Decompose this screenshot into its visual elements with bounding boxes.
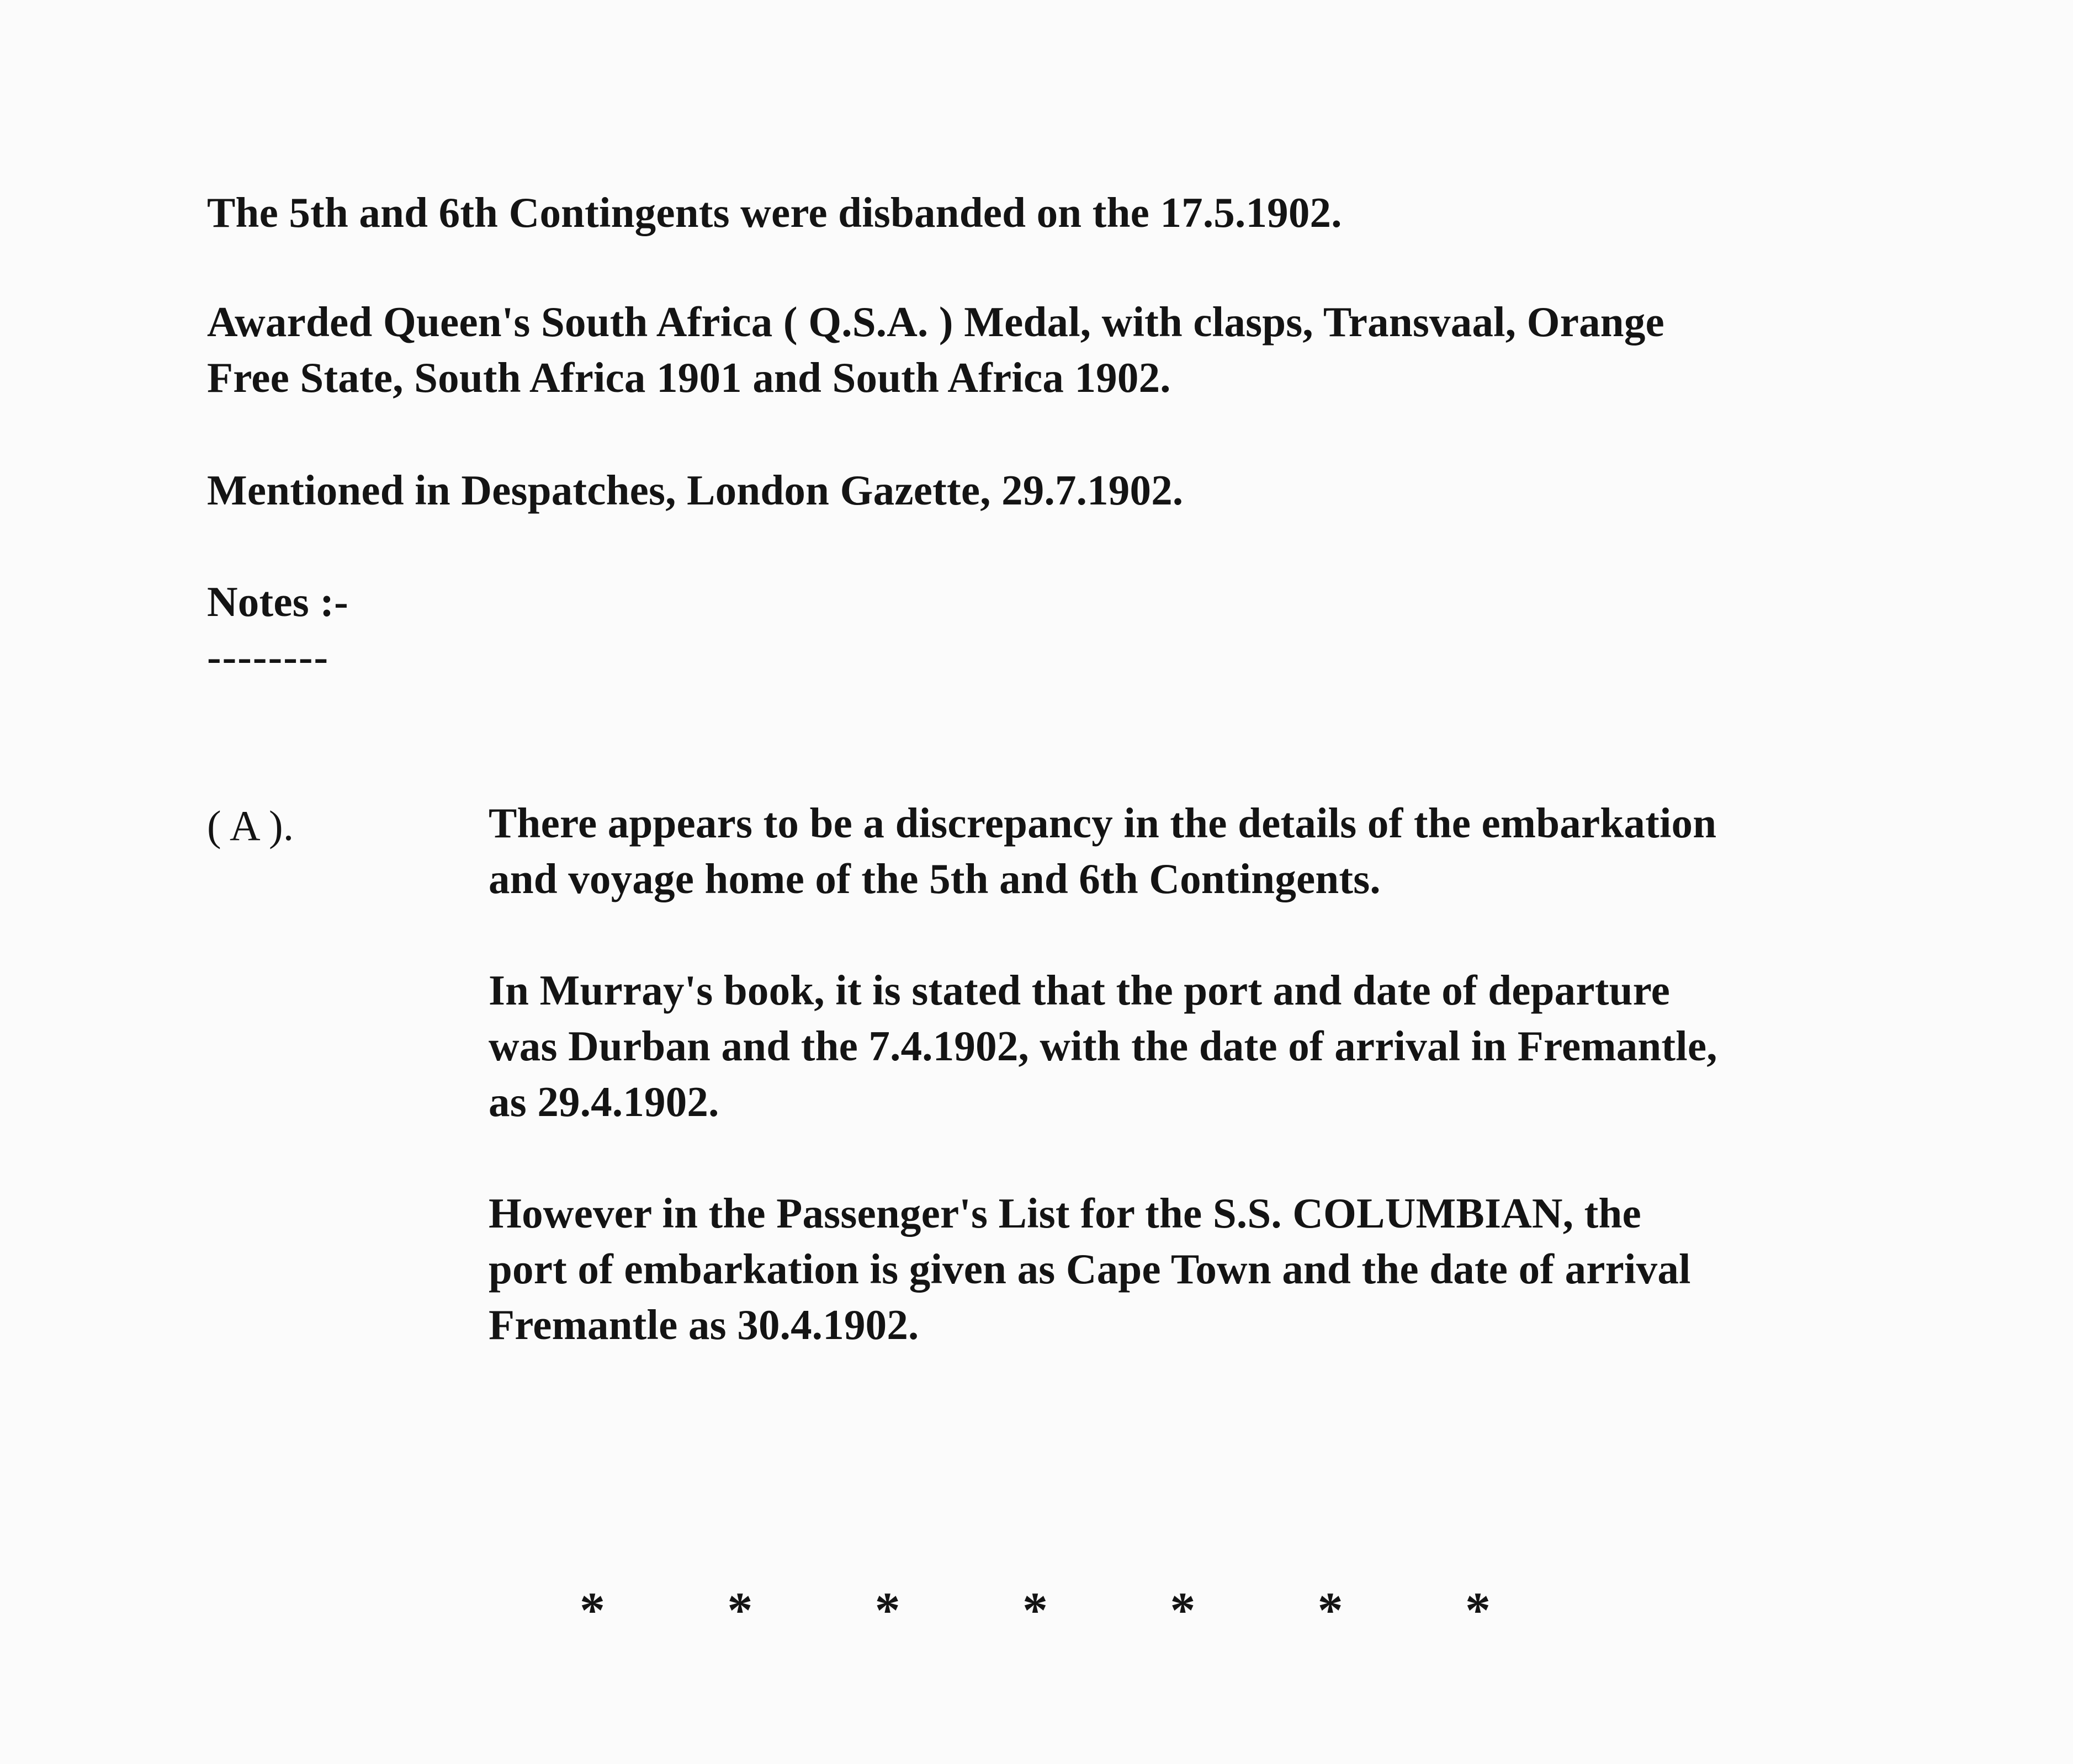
- note-a-p1-line-2: and voyage home of the 5th and 6th Contingents.: [489, 855, 1381, 902]
- asterisk-7: *: [1465, 1582, 1491, 1638]
- asterisk-4: *: [1022, 1582, 1048, 1638]
- asterisk-1: *: [580, 1582, 605, 1638]
- note-a-p1-line-1: There appears to be a discrepancy in the details of the embarkation: [489, 799, 1717, 847]
- notes-rule: --------: [207, 633, 330, 681]
- note-a-paragraph-1: [489, 795, 1716, 907]
- award-paragraph: [207, 294, 1664, 406]
- note-a-p2-line-3: as 29.4.1902.: [489, 1078, 719, 1125]
- note-a-p3-line-2: port of embarkation is given as Cape Town and the date of arrival: [489, 1245, 1691, 1293]
- notes-heading: Notes :-: [207, 578, 349, 625]
- note-a-p3-line-1: However in the Passenger's List for the S.S. COLUMBIAN, the: [489, 1189, 1641, 1237]
- asterisk-2: *: [727, 1582, 753, 1638]
- note-a-p3-line-3: Fremantle as 30.4.1902.: [489, 1301, 919, 1348]
- asterisk-3: *: [874, 1582, 900, 1638]
- note-a-paragraph-2: [489, 963, 1717, 1130]
- asterisk-6: *: [1317, 1582, 1343, 1638]
- asterisk-5: *: [1170, 1582, 1196, 1638]
- award-line-2: Free State, South Africa 1901 and South Africa 1902.: [207, 354, 1171, 401]
- asterisk-separator: [580, 1580, 1491, 1640]
- award-line-1: Awarded Queen's South Africa ( Q.S.A. ) Medal, with clasps, Transvaal, Orange: [207, 298, 1664, 346]
- disbandment-line: The 5th and 6th Contingents were disbanded on the 17.5.1902.: [207, 189, 1342, 236]
- note-a-p2-line-1: In Murray's book, it is stated that the port and date of departure: [489, 966, 1670, 1014]
- note-a-paragraph-3: [489, 1186, 1691, 1353]
- mention-line: Mentioned in Despatches, London Gazette, 29.7.1902.: [207, 466, 1184, 514]
- note-a-label: ( A ).: [207, 802, 294, 849]
- note-a-p2-line-2: was Durban and the 7.4.1902, with the date of arrival in Fremantle,: [489, 1022, 1717, 1070]
